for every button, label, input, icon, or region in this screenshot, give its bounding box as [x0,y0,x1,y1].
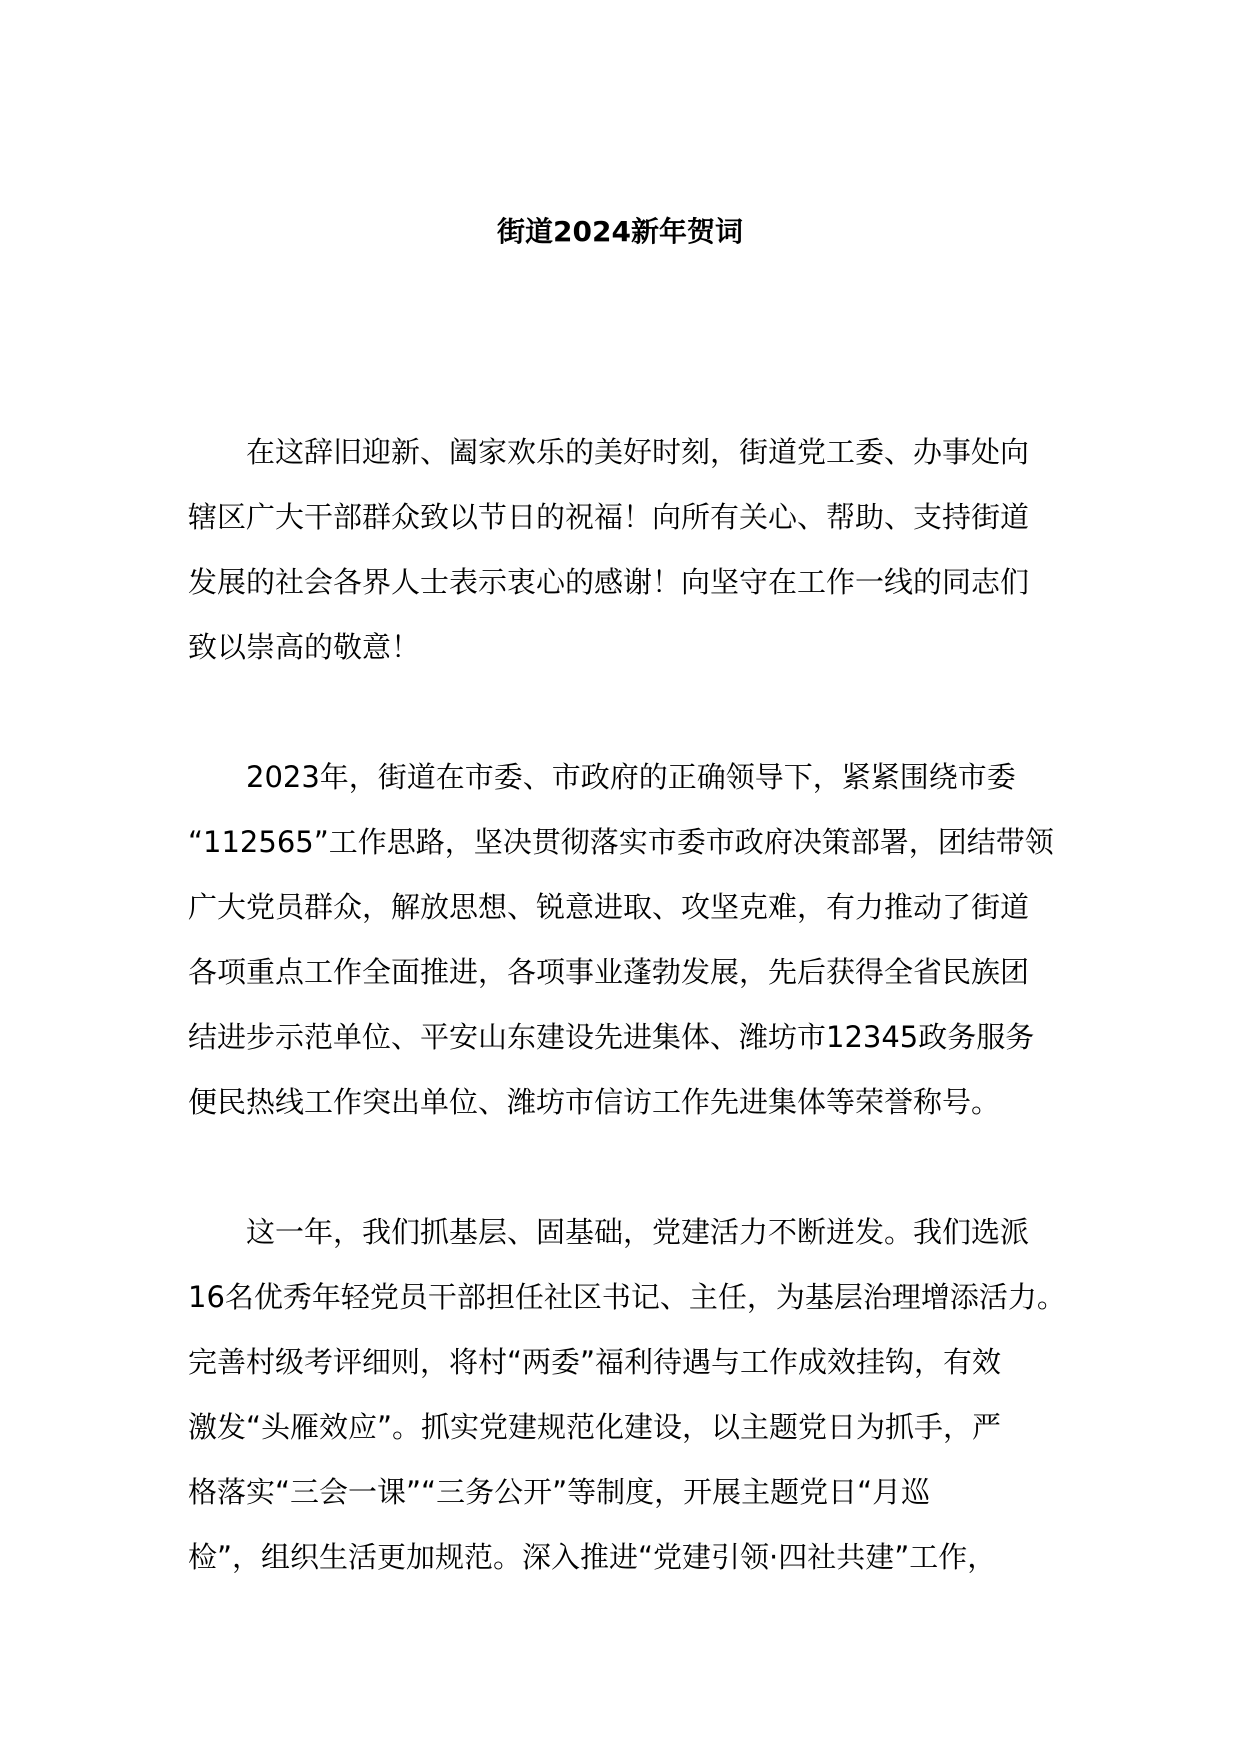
paragraph-line: 检”，组织生活更加规范。深入推进“党建引领·四社共建”工作， [188,1540,997,1574]
paragraph-line: 16名优秀年轻党员干部担任社区书记、主任，为基层治理增添活力。 [188,1280,1066,1314]
paragraph-2023-review [188,745,1056,1135]
paragraph-line: 格落实“三会一课”“三务公开”等制度，开展主题党日“月巡 [188,1475,931,1509]
document-title: 街道2024新年贺词 [497,215,743,248]
paragraph-line: “112565”工作思路，坚决贯彻落实市委市政府决策部署，团结带领 [188,825,1054,859]
paragraph-line: 激发“头雁效应”。抓实党建规范化建设，以主题党日为抓手，严 [188,1410,1002,1444]
paragraph-line: 完善村级考评细则，将村“两委”福利待遇与工作成效挂钩，有效 [188,1345,1002,1379]
paragraph-line: 结进步示范单位、平安山东建设先进集体、潍坊市12345政务服务 [188,1020,1035,1054]
paragraph-line: 各项重点工作全面推进，各项事业蓬勃发展，先后获得全省民族团 [188,955,1030,989]
paragraph-line: 致以崇高的敬意！ [188,630,421,664]
paragraph-line: 在这辞旧迎新、阖家欢乐的美好时刻，街道党工委、办事处向 [246,435,1030,469]
paragraph-line: 这一年，我们抓基层、固基础，党建活力不断迸发。我们选派 [246,1215,1030,1249]
paragraph-line: 广大党员群众，解放思想、锐意进取、攻坚克难，有力推动了街道 [188,890,1030,924]
paragraph-greeting [188,420,1056,680]
paragraph-line: 辖区广大干部群众致以节日的祝福！向所有关心、帮助、支持街道 [188,500,1030,534]
paragraph-line: 便民热线工作突出单位、潍坊市信访工作先进集体等荣誉称号。 [188,1085,1001,1119]
paragraph-party-building [188,1200,1066,1590]
paragraph-line: 发展的社会各界人士表示衷心的感谢！向坚守在工作一线的同志们 [188,565,1030,599]
paragraph-line: 2023年，街道在市委、市政府的正确领导下，紧紧围绕市委 [246,760,1016,794]
